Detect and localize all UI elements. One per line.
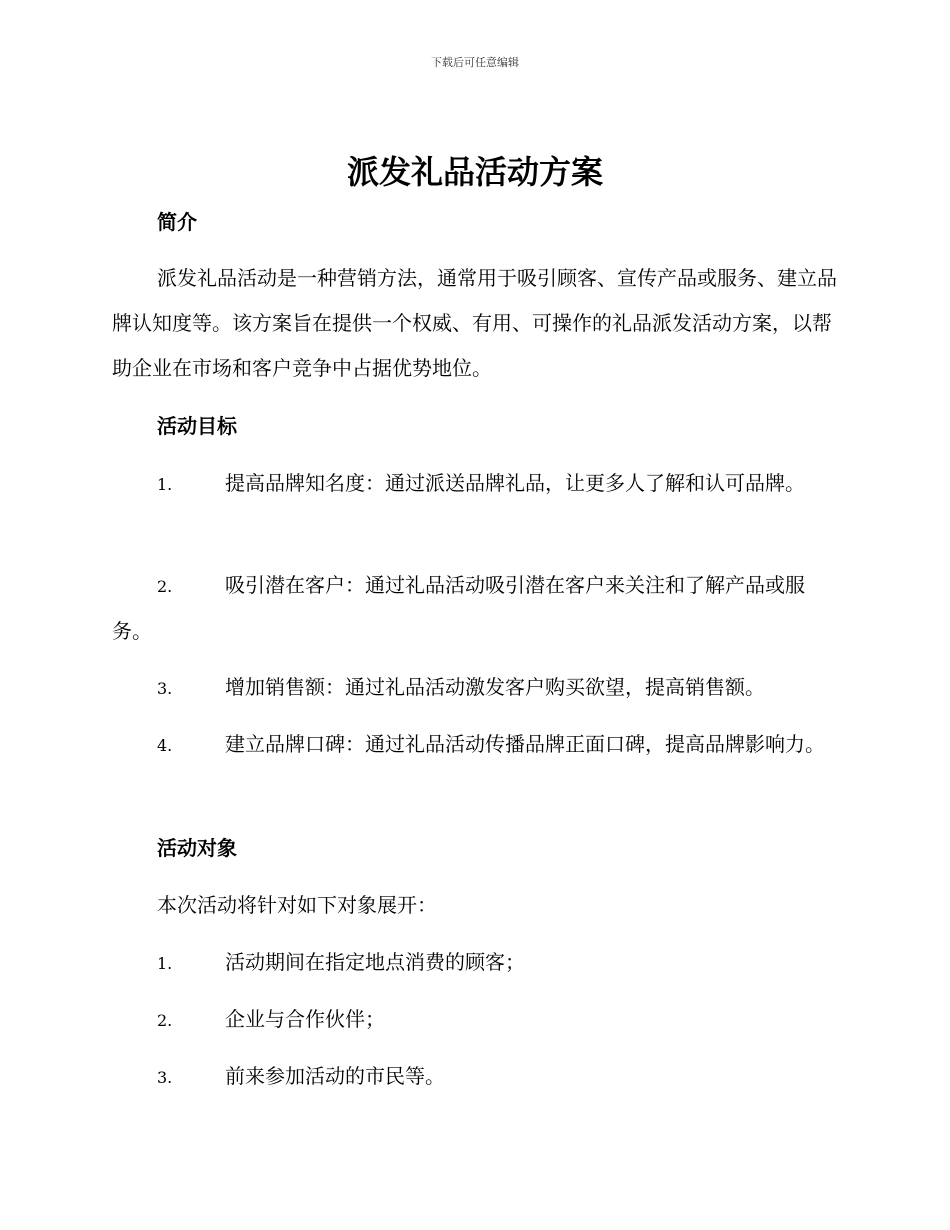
goal-item — [112, 563, 840, 654]
list-number: 4. — [157, 736, 173, 755]
list-item-text: 建立品牌口碑：通过礼品活动传播品牌正面口碑，提高品牌影响力。 — [225, 732, 825, 756]
intro-paragraph: 派发礼品活动是一种营销方法，通常用于吸引顾客、宣传产品或服务、建立品牌认知度等。该方案旨在提供一个权威、有用、可操作的礼品派发活动方案，以帮助企业在市场和客户竞争中占据优势地位。 — [112, 266, 837, 380]
goal-item — [112, 665, 840, 711]
audience-intro: 本次活动将针对如下对象展开： — [157, 893, 437, 917]
list-number: 1. — [157, 954, 173, 973]
list-item-text: 提高品牌知名度：通过派送品牌礼品，让更多人了解和认可品牌。 — [225, 471, 805, 495]
list-number: 2. — [157, 577, 173, 596]
section-heading-intro: 简介 — [157, 210, 197, 234]
audience-item — [112, 997, 840, 1043]
list-item-text: 活动期间在指定地点消费的顾客； — [225, 950, 525, 974]
goal-item — [112, 722, 840, 768]
audience-item — [112, 940, 840, 986]
list-number: 3. — [157, 679, 173, 698]
list-number: 2. — [157, 1011, 173, 1030]
section-heading-audience: 活动对象 — [157, 836, 237, 860]
page-header-note: 下载后可任意编辑 — [431, 56, 519, 69]
list-item-text: 前来参加活动的市民等。 — [225, 1064, 445, 1088]
goal-item — [112, 461, 840, 507]
list-item-text: 企业与合作伙伴； — [225, 1007, 385, 1031]
list-item-text: 吸引潜在客户：通过礼品活动吸引潜在客户来关注和了解产品或服务。 — [112, 573, 805, 643]
audience-item — [112, 1054, 840, 1100]
section-heading-goals: 活动目标 — [157, 414, 237, 438]
document-title: 派发礼品活动方案 — [346, 153, 603, 191]
list-number: 1. — [157, 475, 173, 494]
list-item-text: 增加销售额：通过礼品活动激发客户购买欲望，提高销售额。 — [225, 675, 765, 699]
list-number: 3. — [157, 1068, 173, 1087]
